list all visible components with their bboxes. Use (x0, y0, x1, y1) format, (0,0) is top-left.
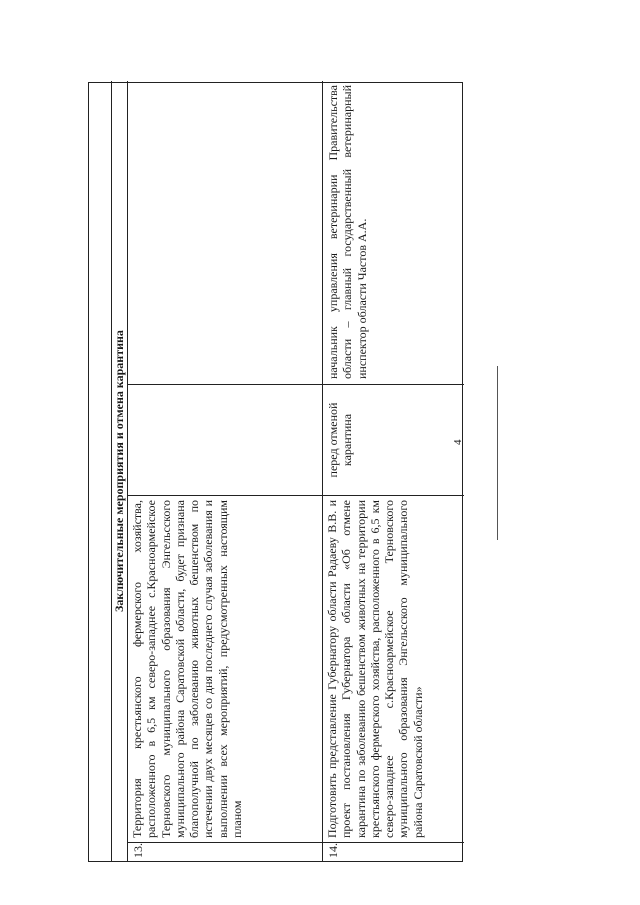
separator-line (497, 366, 498, 540)
quarantine-table (88, 82, 463, 862)
responsible-cell (128, 81, 322, 384)
table-row (323, 81, 464, 861)
deadline-cell (128, 384, 322, 495)
row-number: 14. (323, 842, 464, 861)
row-number: 13. (128, 842, 322, 861)
table-header-row (89, 81, 112, 861)
page-number: 4 (452, 439, 464, 445)
section-header: Заключительные мероприятия и отмена карантина (112, 81, 128, 861)
deadline-cell: перед отменой карантина (323, 384, 464, 495)
table-row (128, 81, 323, 861)
measure-text: Подготовить представление Губернатору области Радаеву В.В. и проект постановления Губернатора области «Об отмене карантина по заболеванию бешенством животных на территории крестьянского фермерского хозяйства, расположенного в 6,5 км северо-западнее с.Красноармейское Терновского муниципального образования Энгельсского муниципального района Саратовской области» (323, 495, 464, 842)
measure-text: Территория крестьянского фермерского хозяйства, расположенного в 6,5 км северо-западнее с.Красноармейское Терновского муниципального образования Энгельсского муниципального района Саратовской области, будет признана благополучной по заболеванию животных бешенством по истечении двух месяцев со дня последнего случая заболевания и выполнении всех мероприятий, предусмотренных настоящим планом (128, 495, 322, 842)
responsible-cell: начальник управления ветеринарии Правительства области – главный государственный ветеринарный инспектор области Частов А.А. (326, 85, 369, 379)
